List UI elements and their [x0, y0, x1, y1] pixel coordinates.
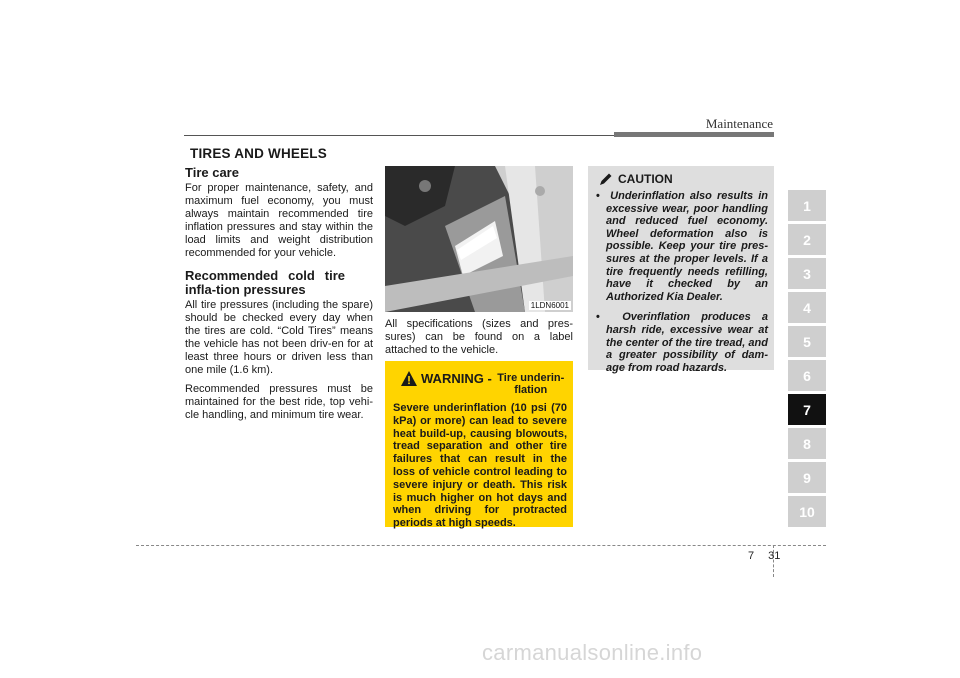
page-number	[748, 550, 780, 562]
chapter-tab-8[interactable]: 8	[788, 428, 826, 459]
chapter-tab-5[interactable]: 5	[788, 326, 826, 357]
warning-triangle-icon	[401, 371, 417, 386]
caution-title: CAUTION	[618, 172, 673, 186]
door-jamb-image	[385, 166, 573, 312]
warning-box	[385, 361, 573, 530]
cold-pressure-heading: Recommended cold tire infla-tion pressures	[185, 268, 345, 298]
chapter-tab-1[interactable]: 1	[788, 190, 826, 221]
warning-subject: Tire underin-flation	[497, 372, 565, 396]
specifications-paragraph: All specifications (sizes and pres-sures) can be found on a label attached to the vehicle.	[385, 318, 573, 356]
chapter-tab-6[interactable]: 6	[788, 360, 826, 391]
caution-header	[599, 172, 768, 186]
chapter-tab-10[interactable]: 10	[788, 496, 826, 527]
chapter-tab-2[interactable]: 2	[788, 224, 826, 255]
chapter-tab-3[interactable]: 3	[788, 258, 826, 289]
chapter-tab-4[interactable]: 4	[788, 292, 826, 323]
watermark: carmanualsonline.info	[482, 640, 703, 665]
section-title: TIRES AND WHEELS	[190, 146, 327, 161]
tire-care-heading: Tire care	[185, 165, 239, 180]
figure-label: 1LDN6001	[530, 301, 569, 310]
caution-list	[596, 190, 768, 374]
caution-item: • Underinflation also results in excessive wear, poor handling and reduced fuel economy. Wheel deformation also is possible. Keep your tire pres-sures at the proper levels. If a tire frequently needs refilling, have it checked by an Authorized Kia Dealer.	[596, 190, 768, 303]
warning-body: Severe underinflation (10 psi (70 kPa) or more) can lead to severe heat build-up, causing blowouts, tread separation and other tire failures that can result in the loss of vehicle control leading to severe injury or death. This risk is much higher on hot days and when driving for protracted periods at high speeds.	[393, 402, 567, 530]
tire-label-photo	[385, 166, 573, 312]
header-rule	[184, 135, 614, 136]
column-middle	[385, 318, 573, 363]
chapter-tabs	[788, 190, 826, 530]
footer-page: 31	[768, 550, 781, 562]
caution-box	[588, 166, 774, 374]
column-left	[185, 166, 373, 428]
warning-label: WARNING -	[421, 371, 492, 386]
cold-pressure-paragraph-1: All tire pressures (including the spare) should be checked every day when the tires are cold. “Cold Tires” means the vehicle has not been driv-en for at least three hours or driven less than one mile (1.6 km).	[185, 299, 373, 376]
footer-chapter: 7	[748, 550, 755, 562]
chapter-tab-7[interactable]: 7	[788, 394, 826, 425]
caution-item: • Overinflation produces a harsh ride, excessive wear at the center of the tire tread, and a greater possibility of dam-age from road hazards.	[596, 311, 768, 374]
cold-pressure-paragraph-2: Recommended pressures must be maintained for the best ride, top vehi-cle handling, and minimum tire wear.	[185, 382, 373, 421]
tire-care-paragraph: For proper maintenance, safety, and maximum fuel economy, you must always maintain recommended tire inflation pressures and stay within the load limits and weight distribution recommended for your vehicle.	[185, 182, 373, 259]
chapter-tab-9[interactable]: 9	[788, 462, 826, 493]
header-rule-accent	[614, 132, 774, 137]
warning-header	[401, 371, 567, 396]
page-header-title: Maintenance	[705, 116, 773, 131]
pencil-icon	[599, 172, 613, 186]
footer-rule	[136, 545, 826, 546]
